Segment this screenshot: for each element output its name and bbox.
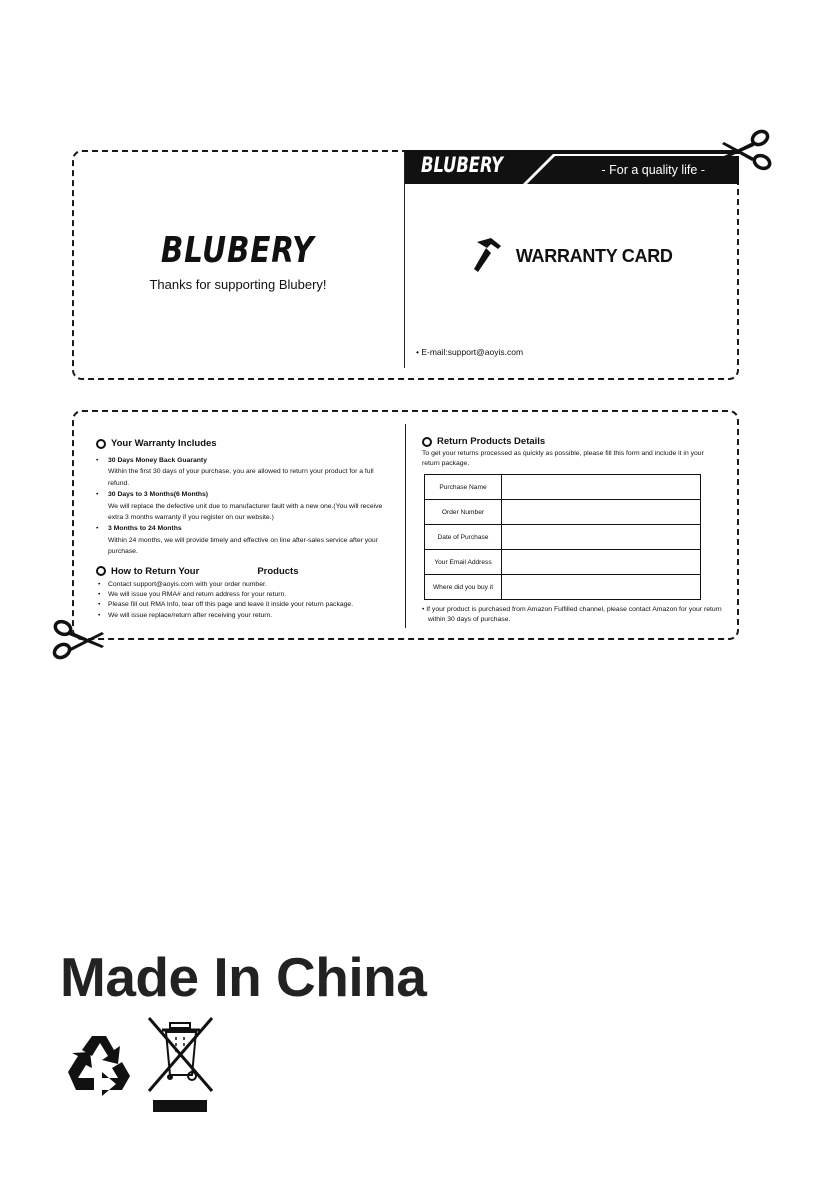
purchase-name-field[interactable] (502, 475, 701, 500)
recycle-icon (62, 1032, 134, 1096)
return-details-title: Return Products Details (422, 436, 722, 447)
scissors-icon (716, 128, 772, 174)
list-item: • We will issue you RMA# and return address for your return. (96, 590, 396, 600)
form-label: Date of Purchase (425, 525, 502, 550)
warranty-info-column (96, 438, 396, 621)
support-email: • E-mail:support@aoyis.com (416, 347, 524, 357)
warranty-card-back (72, 410, 739, 640)
thanks-text: Thanks for supporting Blubery! (149, 277, 327, 292)
weee-bin-icon (146, 1015, 216, 1115)
warranty-heading (405, 236, 739, 276)
email-address-field[interactable] (502, 550, 701, 575)
warranty-card-front (72, 150, 739, 380)
warranty-includes-title: Your Warranty Includes (96, 438, 396, 449)
brand-panel (72, 230, 404, 292)
order-number-field[interactable] (502, 500, 701, 525)
return-details-column (422, 436, 722, 625)
tagline: - For a quality life - (601, 163, 705, 177)
table-row (425, 475, 701, 500)
return-intro-text: To get your returns processed as quickly as possible, please fill this form and include it in your return package. (422, 450, 704, 467)
warranty-list (96, 455, 396, 558)
table-row (425, 525, 701, 550)
header-banner (405, 150, 739, 184)
hammer-icon (471, 236, 507, 276)
where-bought-field[interactable] (502, 575, 701, 600)
scissors-icon (52, 618, 108, 662)
list-item: • Contact support@aoyis.com with your order number. (96, 580, 396, 590)
gear-icon (96, 566, 106, 576)
list-item: • We will issue replace/return after receiving your return. (96, 611, 396, 621)
banner-logo: BLUBERY (421, 153, 503, 177)
list-item: • 3 Months to 24 Months Within 24 months, we will provide timely and effective on line after-sales service after your purchase. (96, 523, 396, 557)
blubery-logo: BLUBERY (161, 230, 315, 271)
gear-icon (96, 439, 106, 449)
fold-line (405, 424, 406, 628)
date-of-purchase-field[interactable] (502, 525, 701, 550)
list-item: • Please fill out RMA Info, tear off this page and leave it inside your return package. (96, 600, 396, 610)
form-label: Where did you buy it (425, 575, 502, 600)
warranty-card-title: WARRANTY CARD (515, 245, 673, 266)
list-item: • 30 Days Money Back Guaranty Within the first 30 days of your purchase, you are allowed to return your product for a full refund. (96, 455, 396, 489)
form-label: Your Email Address (425, 550, 502, 575)
form-label: Order Number (425, 500, 502, 525)
table-row (425, 550, 701, 575)
table-row (425, 575, 701, 600)
made-in-label: Made In China (60, 946, 427, 1008)
how-to-return-title: How to Return Your Products (96, 566, 396, 577)
amazon-note: • If your product is purchased from Amazon Fulfilled channel, please contact Amazon for your return within 30 days of purchase. (422, 606, 722, 623)
form-label: Purchase Name (425, 475, 502, 500)
list-item: • 30 Days to 3 Months(6 Months) We will replace the defective unit due to manufacturer fault with a new one.(You will receive extra 3 months warranty if you register on our website.) (96, 489, 396, 523)
table-row (425, 500, 701, 525)
return-form-table (424, 474, 701, 600)
gear-icon (422, 437, 432, 447)
return-steps-list (96, 580, 396, 622)
